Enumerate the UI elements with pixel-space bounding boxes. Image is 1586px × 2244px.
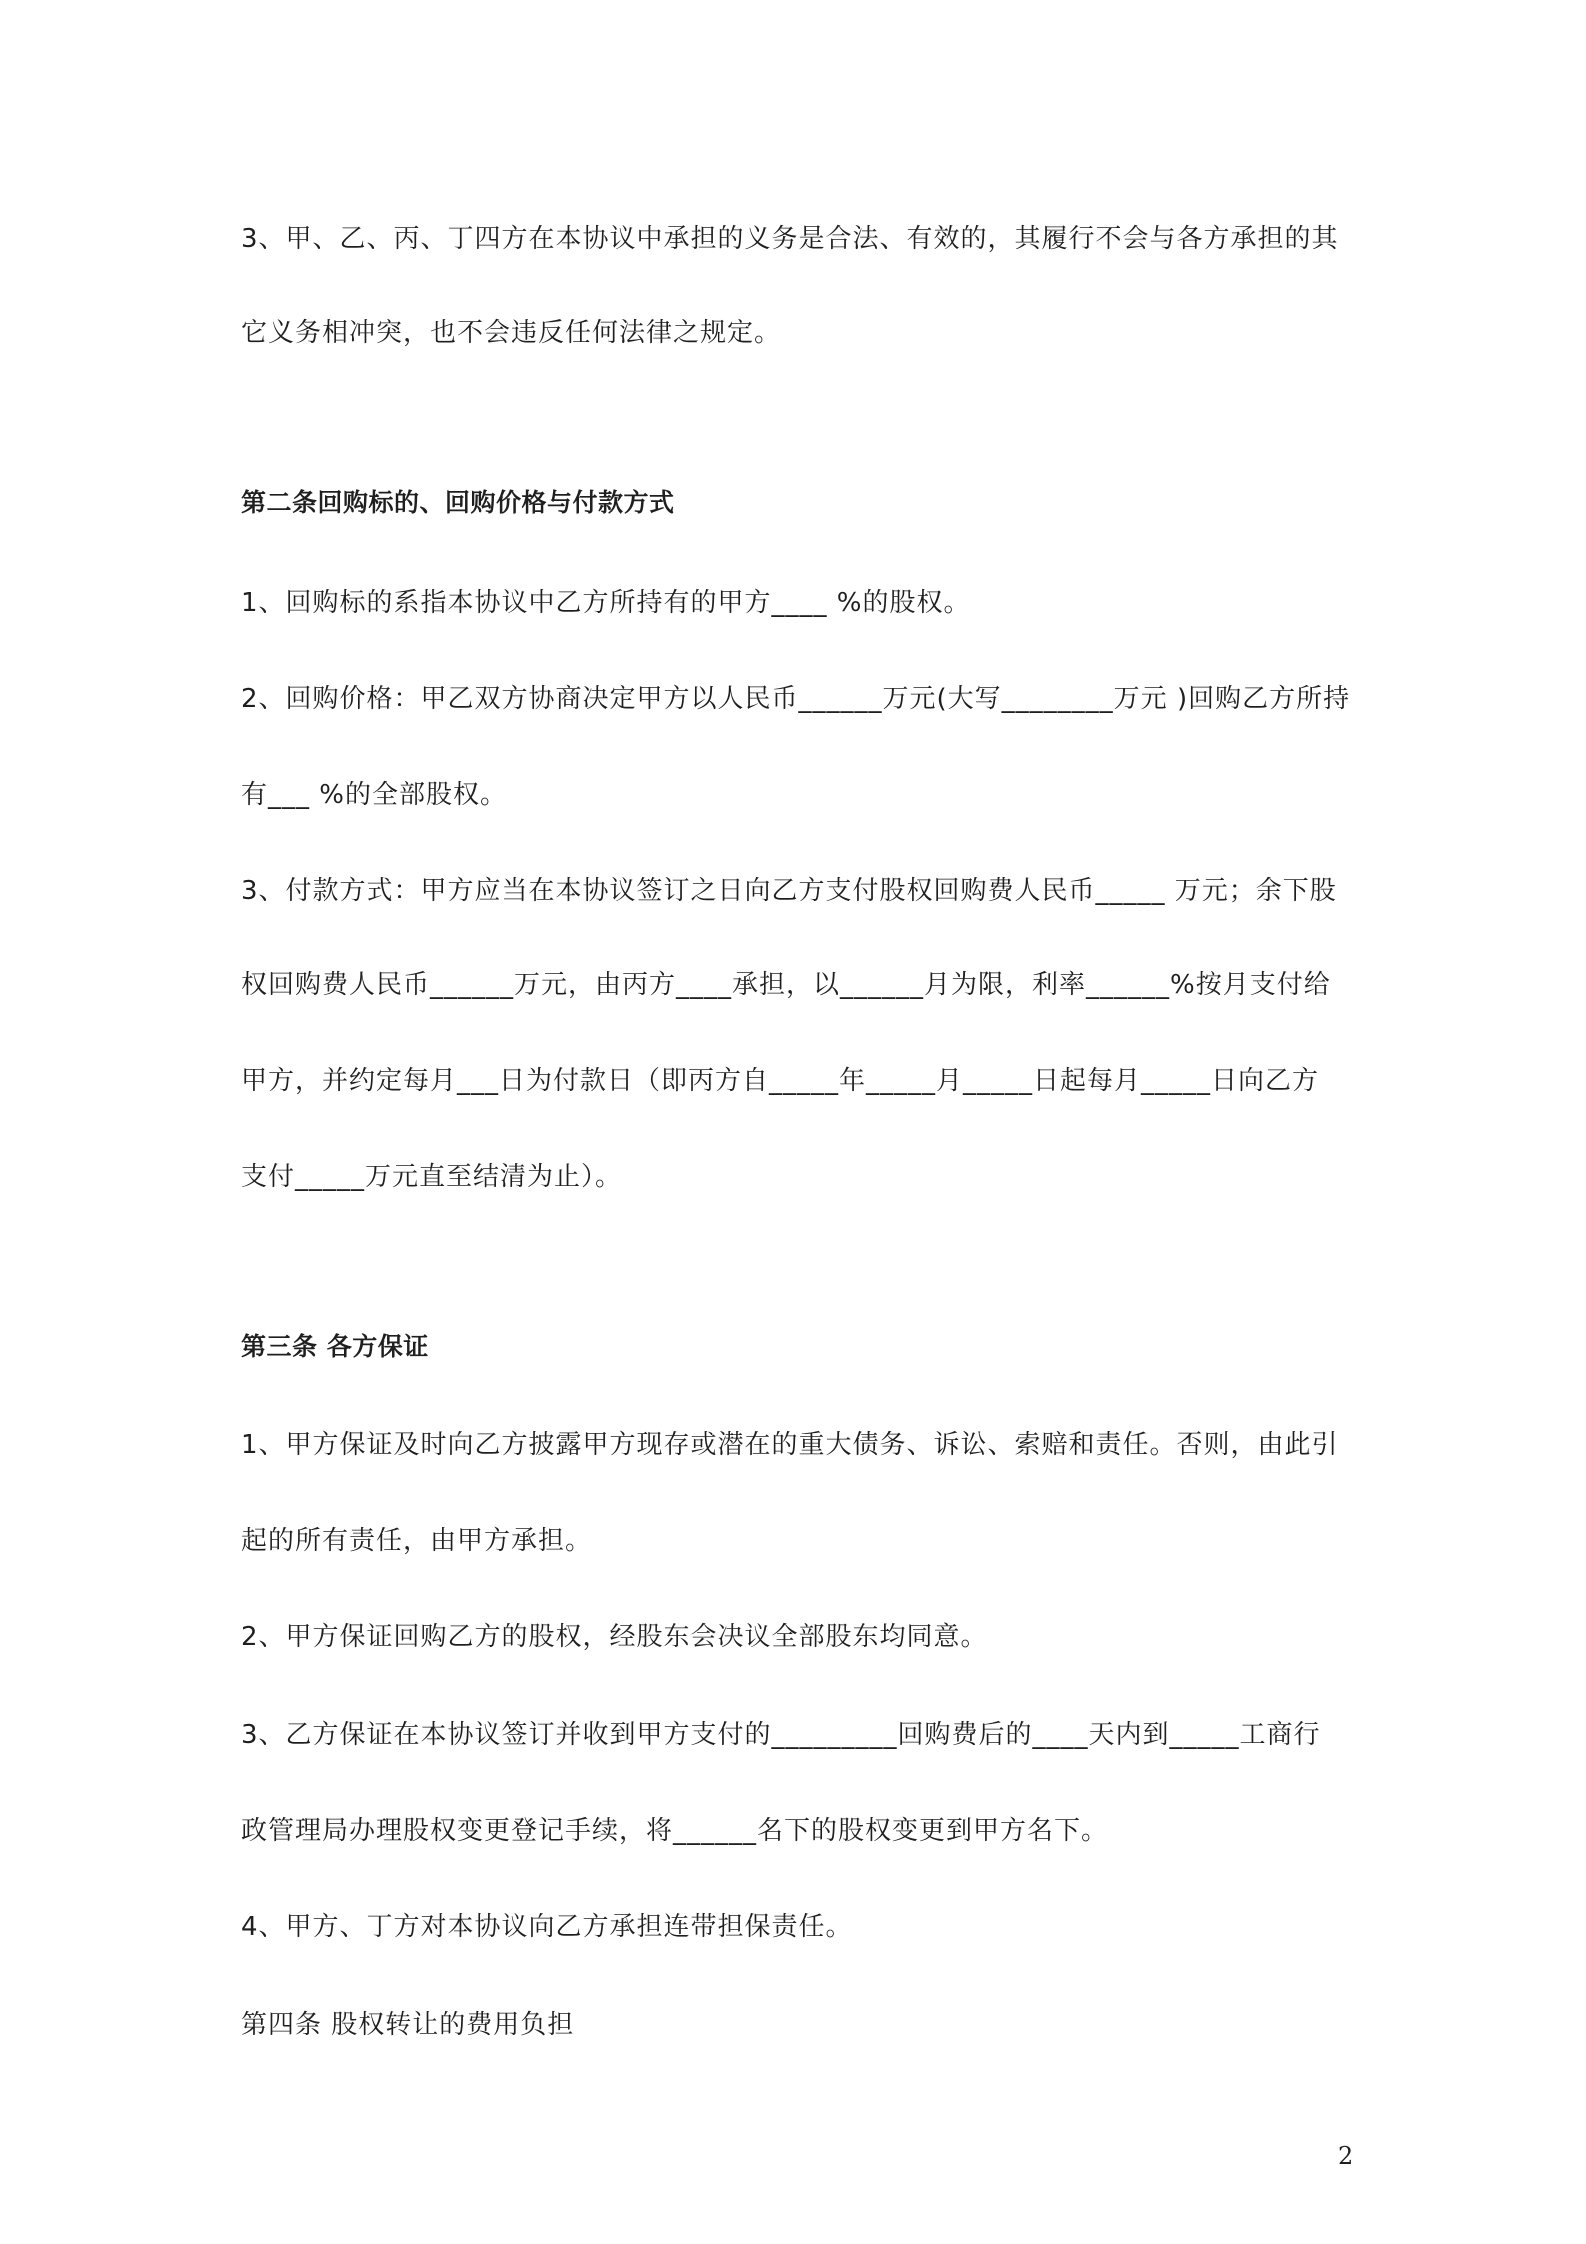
clause-3-4: 4、甲方、丁方对本协议向乙方承担连带担保责任。 xyxy=(241,1912,853,1942)
clause-2-3-line-4: 支付_____万元直至结清为止）。 xyxy=(241,1162,623,1192)
clause-3-1-line-2: 起的所有责任，由甲方承担。 xyxy=(241,1526,593,1556)
clause-3-3-line-1: 3、乙方保证在本协议签订并收到甲方支付的_________回购费后的____天内到_____工商行 xyxy=(241,1720,1321,1750)
clause-1-3-line-2: 它义务相冲突，也不会违反任何法律之规定。 xyxy=(241,318,782,348)
clause-3-1-line-1: 1、甲方保证及时向乙方披露甲方现存或潜在的重大债务、诉讼、索赔和责任。否则，由此引 xyxy=(241,1430,1339,1460)
clause-2-2-line-1: 2、回购价格：甲乙双方协商决定甲方以人民币______万元(大写________万元 )回购乙方所持 xyxy=(241,684,1351,714)
clause-2-3-line-3: 甲方，并约定每月___日为付款日（即丙方自_____年_____月_____日起每月_____日向乙方 xyxy=(241,1066,1320,1096)
clause-3-2: 2、甲方保证回购乙方的股权，经股东会决议全部股东均同意。 xyxy=(241,1622,988,1652)
clause-2-3-line-1: 3、付款方式：甲方应当在本协议签订之日向乙方支付股权回购费人民币_____ 万元；余下股 xyxy=(241,876,1337,906)
clause-2-2-line-2: 有___ %的全部股权。 xyxy=(241,780,507,810)
page-number: 2 xyxy=(1338,2142,1354,2170)
article-4-heading: 第四条 股权转让的费用负担 xyxy=(241,2010,575,2040)
clause-3-3-line-2: 政管理局办理股权变更登记手续，将______名下的股权变更到甲方名下。 xyxy=(241,1816,1109,1846)
clause-1-3-line-1: 3、甲、乙、丙、丁四方在本协议中承担的义务是合法、有效的，其履行不会与各方承担的其 xyxy=(241,224,1339,254)
article-2-heading: 第二条回购标的、回购价格与付款方式 xyxy=(241,488,675,517)
article-3-heading: 第三条 各方保证 xyxy=(241,1332,429,1361)
clause-2-1: 1、回购标的系指本协议中乙方所持有的甲方____ %的股权。 xyxy=(241,588,971,618)
clause-2-3-line-2: 权回购费人民币______万元，由丙方____承担，以______月为限，利率______%按月支付给 xyxy=(241,970,1331,1000)
